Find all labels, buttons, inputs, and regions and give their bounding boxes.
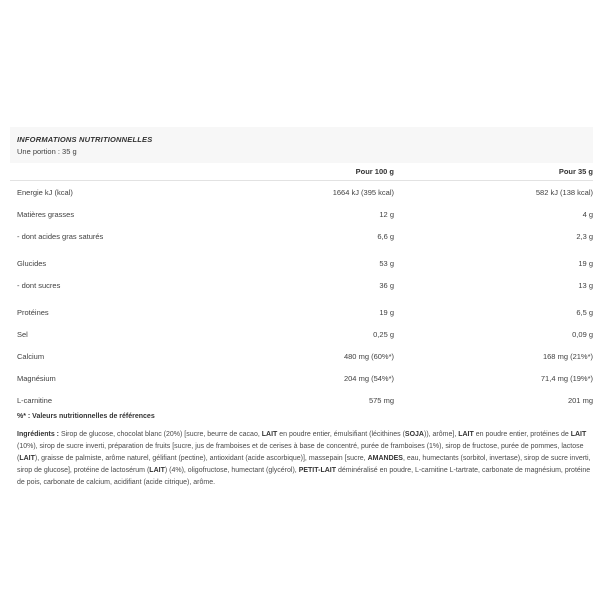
row-value-per-100g: 0,25 g	[373, 329, 394, 339]
table-row-protein	[10, 301, 593, 323]
nutrition-title: INFORMATIONS NUTRITIONNELLES	[17, 135, 153, 144]
row-value-per-35g: 71,4 mg (19%*)	[540, 373, 593, 383]
table-row-fat	[10, 203, 593, 225]
ingredients-paragraph: Ingrédients : Sirop de glucose, chocolat blanc (20%) [sucre, beurre de cacao, LAIT en poudre entier, émulsifiant (lécithines (SOJA)), arôme], LAIT en poudre entier, protéines de LAIT (10%), sirop de sucre inverti, préparation de fruits [sucre, jus de framboises et de cerises à base de concentré, purée de framboises (1%), sirop de fructose, purée de pommes, lactose (LAIT), graisse de palmiste, arôme naturel, gélifiant (pectine), antioxidant (acide ascorbique)], massepain [sucre, AMANDES, eau, humectants (sorbitol, invertase), sirop de sucre inverti, sirop de glucose], protéine de lactosérum (LAIT) (4%), oligofructose, humectant (glycérol), PETIT-LAIT déminéralisé en poudre, L-carnitine L-tartrate, carbonate de magnésium, protéine de pois, carbonate de calcium, acidifiant (acide citrique), arôme.	[17, 431, 591, 486]
row-value-per-100g: 575 mg	[368, 395, 394, 405]
row-value-per-100g: 53 g	[379, 258, 394, 268]
table-row-carbohydrates	[10, 252, 593, 274]
row-label: Energie kJ (kcal)	[17, 187, 73, 197]
nutrition-table-body	[10, 181, 593, 411]
nutrition-panel	[10, 127, 593, 489]
row-value-per-100g: 480 mg (60%*)	[343, 351, 394, 361]
row-value-per-100g: 36 g	[379, 280, 394, 290]
row-value-per-100g: 12 g	[379, 209, 394, 219]
row-value-per-100g: 19 g	[379, 307, 394, 317]
row-label: - dont acides gras saturés	[17, 231, 104, 241]
row-value-per-35g: 0,09 g	[572, 329, 593, 339]
table-row-saturated-fat	[10, 225, 593, 247]
table-row-magnesium	[10, 367, 593, 389]
table-row-sugars	[10, 274, 593, 296]
table-row-energy	[10, 181, 593, 203]
column-header-per-35g: Pour 35 g	[558, 167, 593, 176]
row-label: Matières grasses	[17, 209, 75, 219]
row-value-per-35g: 2,3 g	[576, 231, 593, 241]
row-label: Protéines	[17, 307, 49, 317]
row-label: Glucides	[17, 258, 47, 268]
nutrition-table-header	[10, 163, 593, 181]
table-row-salt	[10, 323, 593, 345]
nutrition-header-band	[10, 127, 593, 163]
reference-values-footnote: %* : Valeurs nutritionnelles de références	[17, 413, 155, 420]
row-value-per-35g: 168 mg (21%*)	[542, 351, 593, 361]
row-value-per-35g: 201 mg	[567, 395, 593, 405]
row-value-per-35g: 4 g	[582, 209, 593, 219]
row-value-per-35g: 19 g	[578, 258, 593, 268]
table-row-l-carnitine	[10, 389, 593, 411]
portion-size-label: Une portion : 35 g	[17, 147, 77, 156]
row-label: Sel	[17, 329, 28, 339]
column-header-per-100g: Pour 100 g	[355, 167, 394, 176]
row-value-per-35g: 582 kJ (138 kcal)	[535, 187, 593, 197]
row-label: Magnésium	[17, 373, 56, 383]
row-value-per-100g: 204 mg (54%*)	[343, 373, 394, 383]
row-label: Calcium	[17, 351, 45, 361]
row-value-per-100g: 6,6 g	[377, 231, 394, 241]
row-label: L-carnitine	[17, 395, 53, 405]
row-value-per-35g: 6,5 g	[576, 307, 593, 317]
row-value-per-100g: 1664 kJ (395 kcal)	[332, 187, 394, 197]
row-label: - dont sucres	[17, 280, 61, 290]
row-value-per-35g: 13 g	[578, 280, 593, 290]
table-row-calcium	[10, 345, 593, 367]
